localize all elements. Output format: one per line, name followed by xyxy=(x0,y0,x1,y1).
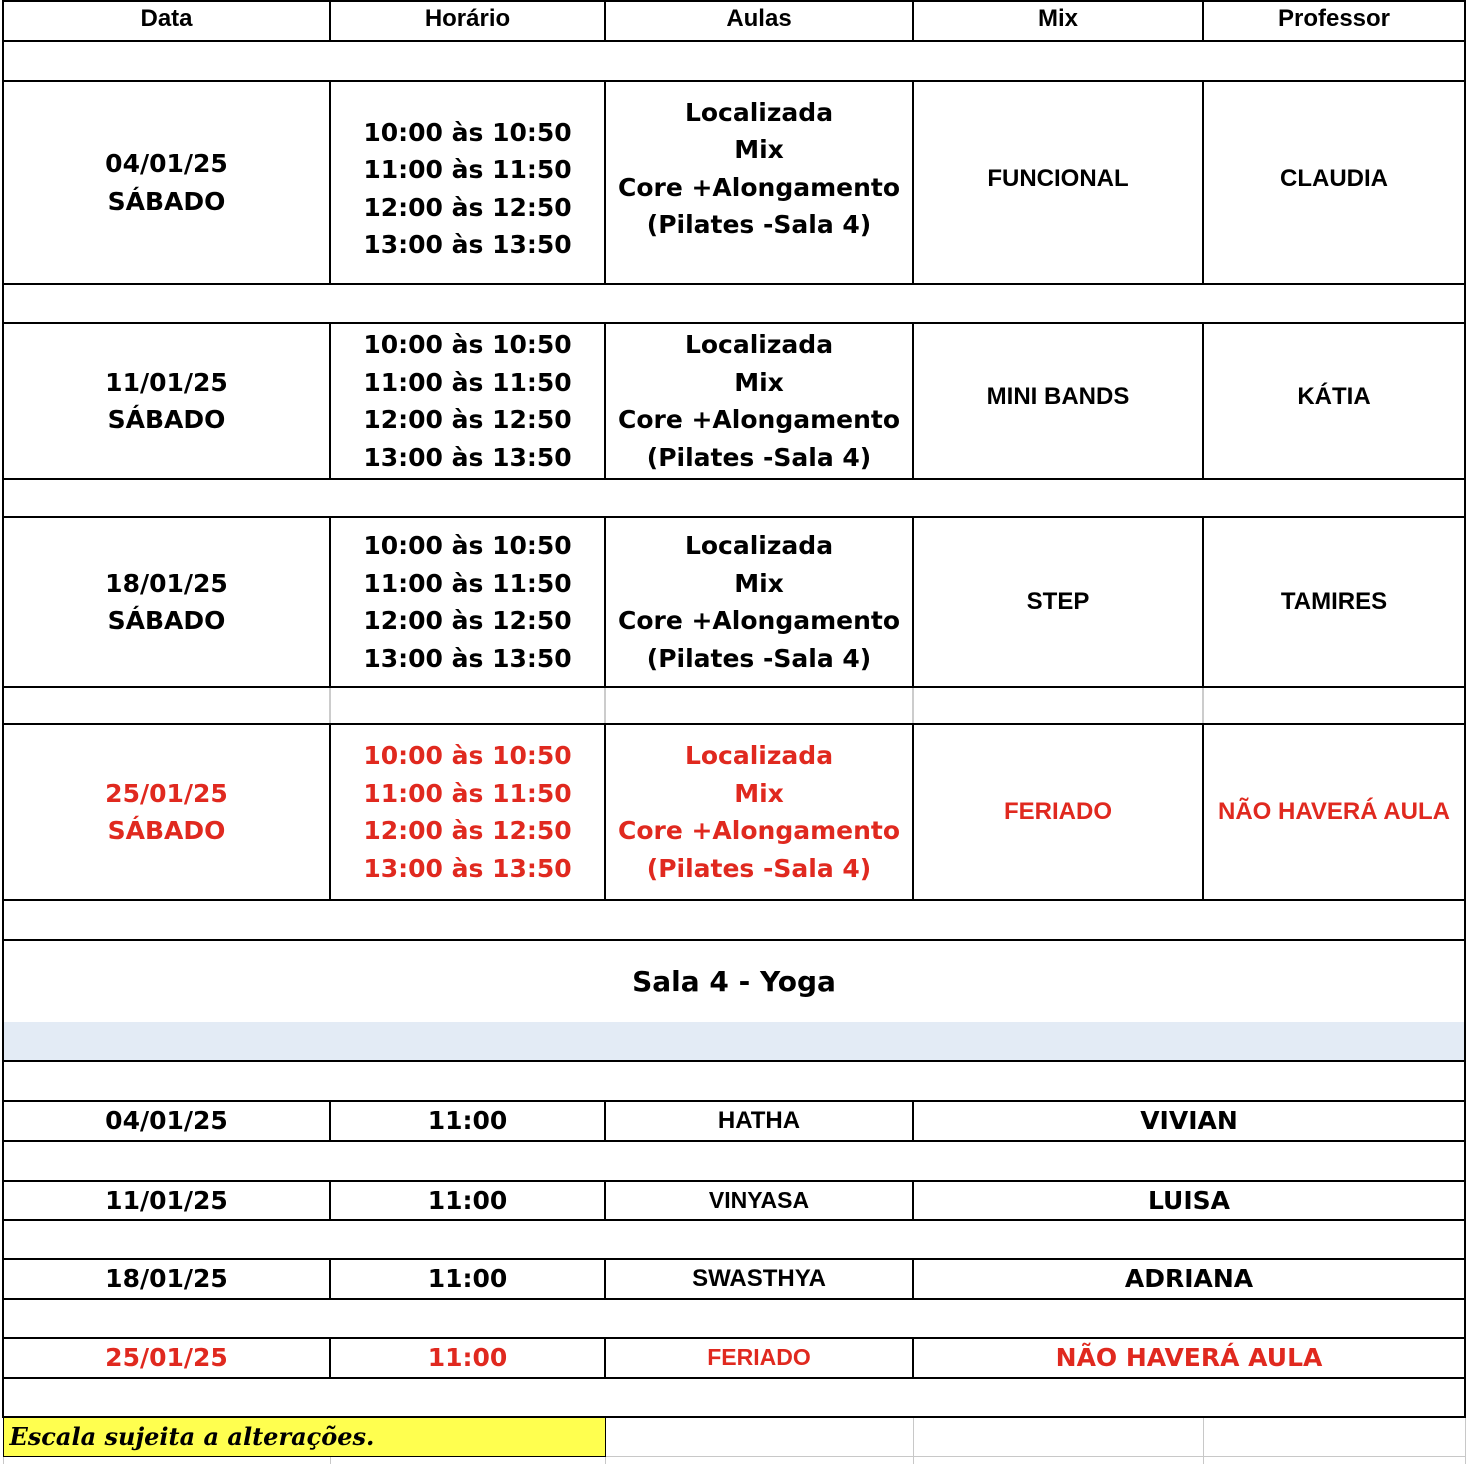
header-mix: Mix xyxy=(913,1,1203,41)
time-slot: 13:00 às 13:50 xyxy=(363,853,572,883)
class-name: Core +Alongamento xyxy=(617,606,901,635)
class-name: Core +Alongamento xyxy=(617,172,901,202)
class-name: Mix xyxy=(734,568,784,598)
spacer-row xyxy=(3,900,1465,940)
yoga-class: HATHA xyxy=(605,1101,913,1141)
yoga-row xyxy=(3,1181,1465,1221)
class-name: Core +Alongamento xyxy=(617,405,901,434)
class-name: (Pilates -Sala 4) xyxy=(646,442,872,472)
schedule-mix: STEP xyxy=(913,517,1203,687)
spacer-row xyxy=(3,1299,1465,1338)
yoga-section-title: Sala 4 - Yoga xyxy=(3,940,1465,1022)
yoga-professor: LUISA xyxy=(913,1181,1465,1221)
class-name: Localizada xyxy=(684,97,834,127)
class-name: Mix xyxy=(734,367,784,397)
time-slot: 10:00 às 10:50 xyxy=(363,531,572,560)
schedule-professor: NÃO HAVERÁ AULA xyxy=(1203,724,1465,900)
yoga-date: 04/01/25 xyxy=(3,1101,330,1141)
yoga-row xyxy=(3,1259,1465,1299)
class-name: (Pilates -Sala 4) xyxy=(646,853,872,883)
spacer-row xyxy=(3,1141,1465,1181)
schedule-times-cell xyxy=(330,724,605,900)
schedule-row xyxy=(3,81,1465,284)
class-name: Mix xyxy=(734,778,784,808)
schedule-day: SÁBADO xyxy=(107,606,226,635)
class-name: Localizada xyxy=(684,330,834,359)
schedule-day: SÁBADO xyxy=(107,405,226,434)
time-slot: 10:00 às 10:50 xyxy=(363,330,572,359)
schedule-mix: FERIADO xyxy=(913,724,1203,900)
schedule-date: 04/01/25 xyxy=(105,149,228,178)
class-name: Localizada xyxy=(684,531,834,560)
time-slot: 11:00 às 11:50 xyxy=(363,568,572,598)
yoga-date: 25/01/25 xyxy=(3,1338,330,1378)
schedule-row-holiday xyxy=(3,724,1465,900)
schedule-day: SÁBADO xyxy=(107,816,226,845)
yoga-row-holiday xyxy=(3,1338,1465,1378)
class-name: Core +Alongamento xyxy=(617,816,901,845)
schedule-date: 11/01/25 xyxy=(105,367,228,397)
schedule-date: 18/01/25 xyxy=(105,568,228,598)
schedule-professor: KÁTIA xyxy=(1203,323,1465,479)
schedule-date-cell xyxy=(3,724,330,900)
schedule-professor: CLAUDIA xyxy=(1203,81,1465,284)
time-slot: 12:00 às 12:50 xyxy=(363,606,572,635)
time-slot: 11:00 às 11:50 xyxy=(363,367,572,397)
yoga-date: 18/01/25 xyxy=(3,1259,330,1299)
class-name: (Pilates -Sala 4) xyxy=(646,643,872,673)
yoga-professor: ADRIANA xyxy=(913,1259,1465,1299)
time-slot: 11:00 às 11:50 xyxy=(363,778,572,808)
header-professor: Professor xyxy=(1203,1,1465,41)
time-slot: 13:00 às 13:50 xyxy=(363,643,572,673)
yoga-professor: VIVIAN xyxy=(913,1101,1465,1141)
spacer-row xyxy=(3,687,1465,724)
schedule-classes-cell xyxy=(605,724,913,900)
schedule-mix: FUNCIONAL xyxy=(913,81,1203,284)
yoga-class: SWASTHYA xyxy=(605,1259,913,1299)
time-slot: 13:00 às 13:50 xyxy=(363,230,572,259)
spacer-row xyxy=(3,479,1465,517)
schedule-classes-cell xyxy=(605,81,913,284)
schedule-date-cell xyxy=(3,517,330,687)
spacer-row xyxy=(3,41,1465,81)
schedule-date: 25/01/25 xyxy=(105,778,228,808)
yoga-row xyxy=(3,1101,1465,1141)
yoga-time: 11:00 xyxy=(330,1181,605,1221)
footer-row xyxy=(3,1417,1465,1456)
schedule-row xyxy=(3,517,1465,687)
schedule-times-cell xyxy=(330,323,605,479)
time-slot: 12:00 às 12:50 xyxy=(363,192,572,222)
class-name: Mix xyxy=(734,135,784,164)
class-name: Localizada xyxy=(684,741,834,770)
yoga-time: 11:00 xyxy=(330,1259,605,1299)
schedule-row xyxy=(3,323,1465,479)
time-slot: 11:00 às 11:50 xyxy=(363,155,572,184)
header-horario: Horário xyxy=(330,1,605,41)
spacer-row xyxy=(3,1220,1465,1259)
schedule-times-cell xyxy=(330,517,605,687)
schedule-classes-cell xyxy=(605,517,913,687)
schedule-date-cell xyxy=(3,323,330,479)
time-slot: 12:00 às 12:50 xyxy=(363,405,572,434)
spacer-row xyxy=(3,1378,1465,1417)
spacer-row xyxy=(3,284,1465,323)
time-slot: 12:00 às 12:50 xyxy=(363,816,572,845)
schedule-classes-cell xyxy=(605,323,913,479)
spacer-row xyxy=(3,1061,1465,1101)
header-row xyxy=(3,1,1465,41)
yoga-title-row xyxy=(3,940,1465,1022)
class-name: (Pilates -Sala 4) xyxy=(646,210,872,239)
blue-band-row xyxy=(3,1022,1465,1061)
schedule-mix: MINI BANDS xyxy=(913,323,1203,479)
schedule-table xyxy=(2,0,1466,1464)
time-slot: 13:00 às 13:50 xyxy=(363,442,572,472)
time-slot: 10:00 às 10:50 xyxy=(363,117,572,147)
yoga-date: 11/01/25 xyxy=(3,1181,330,1221)
schedule-times-cell xyxy=(330,81,605,284)
footer-note: Escala sujeita a alterações. xyxy=(3,1417,605,1456)
header-data: Data xyxy=(3,1,330,41)
yoga-time: 11:00 xyxy=(330,1101,605,1141)
schedule-date-cell xyxy=(3,81,330,284)
header-aulas: Aulas xyxy=(605,1,913,41)
yoga-class: VINYASA xyxy=(605,1181,913,1221)
schedule-day: SÁBADO xyxy=(107,186,226,216)
time-slot: 10:00 às 10:50 xyxy=(363,741,572,770)
yoga-class: FERIADO xyxy=(605,1338,913,1378)
schedule-professor: TAMIRES xyxy=(1203,517,1465,687)
yoga-time: 11:00 xyxy=(330,1338,605,1378)
tail-row xyxy=(3,1456,1465,1464)
yoga-professor: NÃO HAVERÁ AULA xyxy=(913,1338,1465,1378)
